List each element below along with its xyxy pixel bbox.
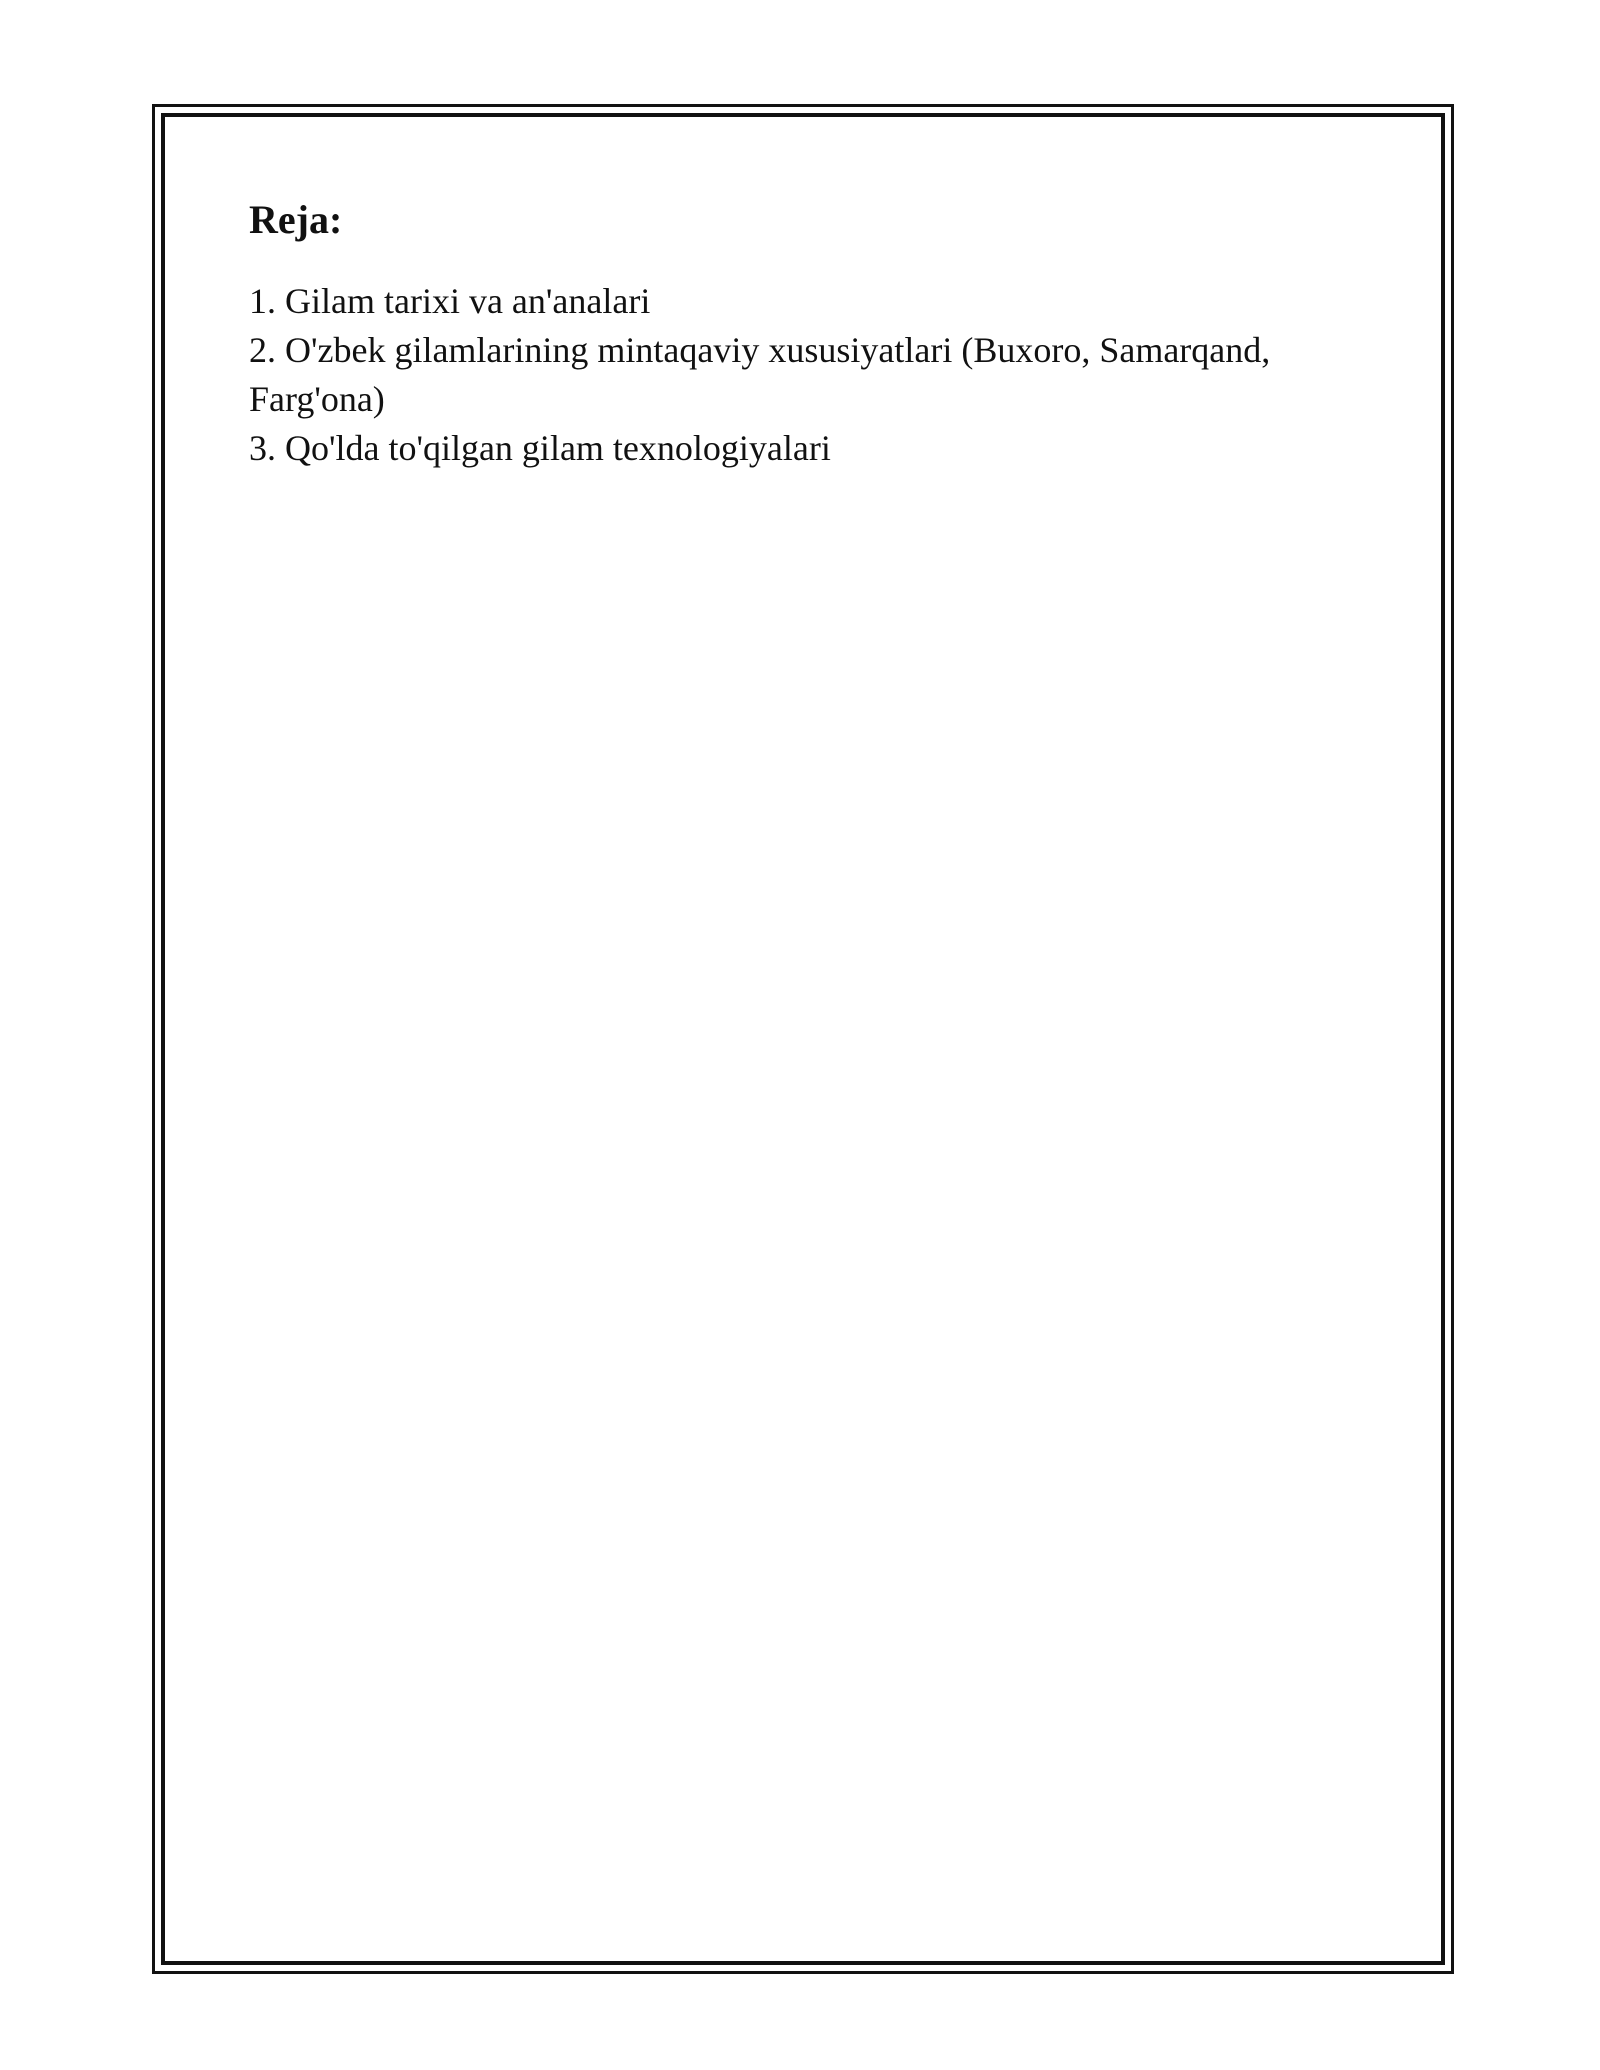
plan-item-2: 2. O'zbek gilamlarining mintaqaviy xususiyatlari (Buxoro, Samarqand, Farg'ona) [249, 330, 1271, 419]
page-border [152, 104, 1454, 1974]
plan-heading: Reja: [249, 197, 343, 242]
plan-list [249, 277, 1379, 473]
page-border-inner [161, 113, 1445, 1965]
plan-item-3: 3. Qo'lda to'qilgan gilam texnologiyalari [249, 428, 831, 468]
document-body [249, 197, 1379, 473]
plan-item-1: 1. Gilam tarixi va an'analari [249, 281, 651, 321]
